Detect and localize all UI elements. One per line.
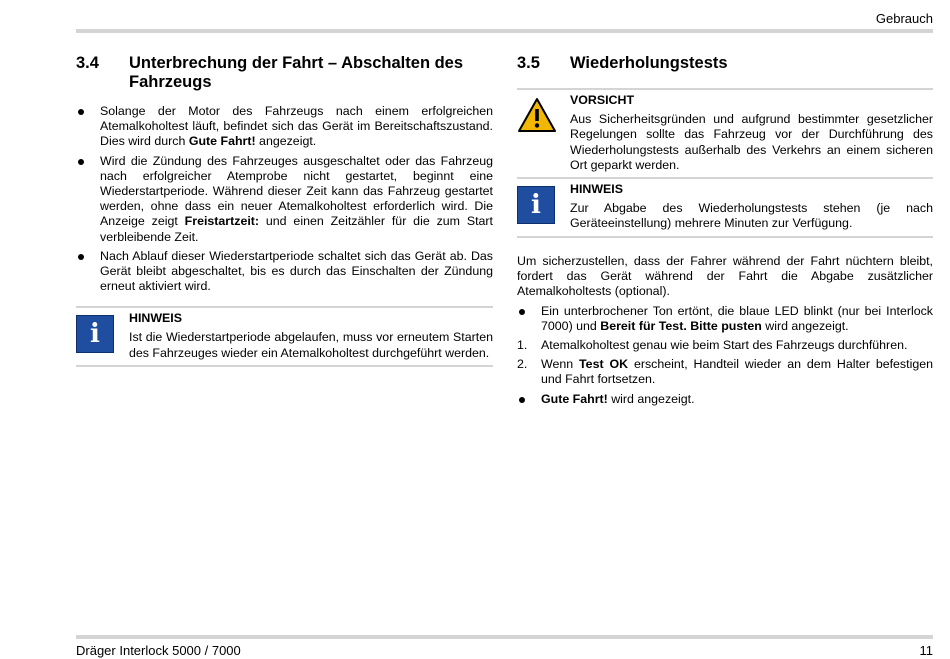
bullet-icon [519,397,525,403]
bullet-icon [519,309,525,315]
notice-label: HINWEIS [129,311,183,326]
caution-text: Aus Sicherheitsgründen und aufgrund bestimmter gesetzlicher Regelungen sollte das Fahrzeug vor der Durchführung des Wiederholungstests außerhalb des Verkehrs an einem sicheren Ort geparkt werden. [570,112,933,172]
step-item: 2. Wenn Test OK erscheint, Handteil wieder an dem Halter befestigen und Fahrt fortsetzen. [517,357,933,387]
section-number: 3.5 [517,54,540,72]
bullet-icon [78,159,84,165]
notice-box [517,179,933,238]
list-item: Nach Ablauf dieser Wiederstartperiode schaltet sich das Gerät ab. Das Gerät bleibt abgeschaltet, bis es durch das Einschalten der Zündung erneut aktiviert wird. [76,249,493,295]
caution-box [517,88,933,179]
info-icon: i [76,315,114,353]
header-rule [76,29,933,33]
caution-label: VORSICHT [570,93,635,107]
section-heading-3-4 [76,54,493,92]
left-column [76,54,493,367]
notice-box [76,306,493,367]
section-number: 3.4 [76,54,99,72]
list-item: Gute Fahrt! wird angezeigt. [517,392,933,407]
page-number: 11 [919,643,933,658]
bullet-list [76,104,493,294]
bullet-icon [78,109,84,115]
section-title: Wiederholungstests [570,54,728,72]
step-item: 1. Atemalkoholtest genau wie beim Start des Fahrzeugs durchführen. [517,338,908,353]
list-item: Ein unterbrochener Ton ertönt, die blaue LED blinkt (nur bei Interlock 7000) und Bereit für Test. Bitte pusten wird angezeigt. [517,304,933,334]
section-heading-3-5 [517,54,933,73]
bullet-icon [78,254,84,260]
intro-paragraph: Um sicherzustellen, dass der Fahrer während der Fahrt nüchtern bleibt, fordert das Gerät während der Fahrt die Abgabe zusätzlicher Atemalkoholtests (optional). [517,253,933,299]
info-icon: i [517,186,555,224]
running-header: Gebrauch [875,11,933,26]
list-item: Wird die Zündung des Fahrzeuges ausgeschaltet oder das Fahrzeug nach erfolgreicher Atemprobe nicht gestartet, beginnt eine Wiederstartperiode. Während dieser Zeit kann das Fahrzeug gestartet werden, ohne dass ein neuer Atemalkoholtest erforderlich wird. Die Anzeige zeigt Freistartzeit: und einen Zeitzähler für die zum Start verbleibende Zeit. [76,154,493,245]
section-title: Unterbrechung der Fahrt – Abschalten des Fahrzeugs [129,54,464,91]
footer-rule [76,635,933,639]
warning-triangle-icon [517,97,557,133]
footer-product: Dräger Interlock 5000 / 7000 [76,643,241,658]
notice-label: HINWEIS [570,182,624,197]
notice-text: Ist die Wiederstartperiode abgelaufen, muss vor erneutem Starten des Fahrzeuges wieder ein Atemalkoholtest durchgeführt werden. [129,330,493,360]
steps-list [517,304,933,407]
list-item: Solange der Motor des Fahrzeugs nach einem erfolgreichen Atemalkoholtest läuft, befindet sich das Gerät im Bereitschaftszustand. Dies wird durch Gute Fahrt! angezeigt. [76,104,493,150]
right-column [517,54,933,411]
notice-text: Zur Abgabe des Wiederholungstests stehen (je nach Geräteeinstellung) mehrere Minuten zur Verfügung. [570,201,933,231]
